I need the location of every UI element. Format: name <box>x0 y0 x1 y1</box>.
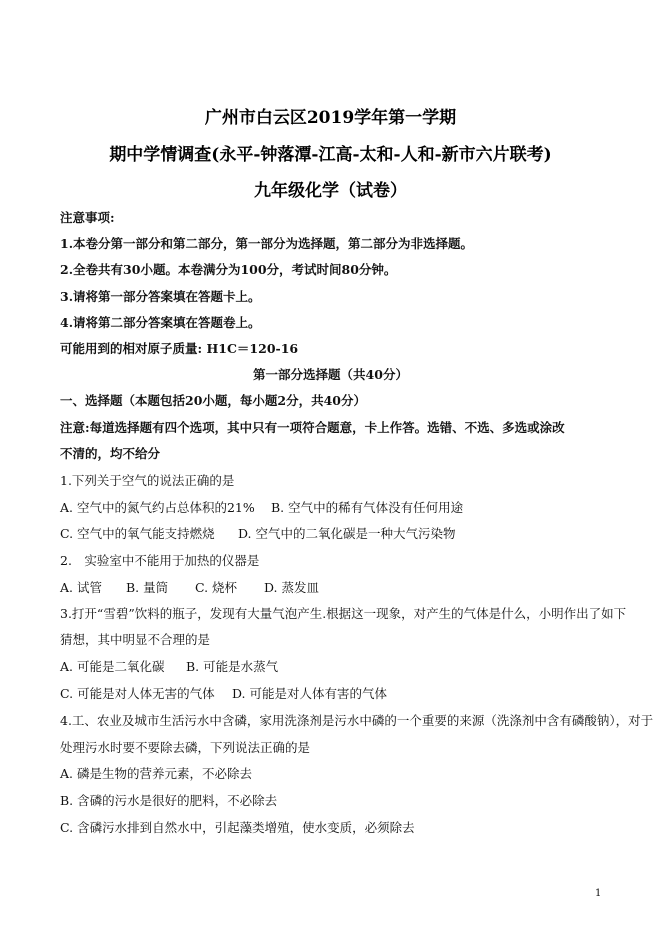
part1-title: 第一部分选择题（共40分） <box>253 367 408 382</box>
q3-option-b: B. 可能是水蒸气 <box>185 659 279 674</box>
notice-item-1: 1.本卷分第一部分和第二部分，第一部分为选择题，第二部分为非选择题。 <box>60 236 474 251</box>
notice-item-4: 4.请将第二部分答案填在答题卷上。 <box>60 315 261 330</box>
q2-option-d: D. 蒸发皿 <box>263 580 319 595</box>
exam-title-line1: 广州市白云区2019学年第一学期 <box>204 108 457 128</box>
q1-options-row1 <box>60 500 463 516</box>
q1-option-d: D. 空气中的二氧化碳是一种大气污染物 <box>237 526 456 541</box>
q4-option-a: A. 磷是生物的营养元素，不必除去 <box>60 766 252 781</box>
atomic-mass-note: 可能用到的相对原子质量: H1C＝120-16 <box>60 341 299 356</box>
q1-stem: 1.下列关于空气的说法正确的是 <box>60 473 235 488</box>
q3-stem-line2: 猜想，其中明显不合理的是 <box>60 632 211 647</box>
section-title: 一、选择题（本题包括20小题，每小题2分，共40分） <box>60 393 366 408</box>
q3-stem-line1: 3.打开“雪碧”饮料的瓶子，发现有大量气泡产生.根据这一现象，对产生的气体是什么，小明作出了如下 <box>60 606 627 621</box>
q3-options-row1 <box>60 659 278 675</box>
q4-stem-line2: 处理污水时要不要除去磷，下列说法正确的是 <box>60 740 311 755</box>
exam-title-line3: 九年级化学（试卷） <box>254 181 407 201</box>
q2-option-c: C. 烧杯 <box>194 580 238 595</box>
q4-option-c: C. 含磷污水排到自然水中，引起藻类增殖，使水变质，必须除去 <box>60 820 415 835</box>
q2-options-row <box>60 580 319 596</box>
q4-stem-line1: 4.工、农业及城市生活污水中含磷，家用洗涤剂是污水中磷的一个重要的来源（洗涤剂中含有磷酸钠），对于 <box>60 713 654 728</box>
q1-option-c: C. 空气中的氧气能支持燃烧 <box>60 526 215 541</box>
answer-note-line2: 不清的，均不给分 <box>60 446 161 461</box>
q2-option-b: B. 量筒 <box>125 580 169 595</box>
q1-option-b: B. 空气中的稀有气体没有任何用途 <box>270 500 464 515</box>
q1-option-a: A. 空气中的氮气约占总体积的21% <box>60 500 255 515</box>
exam-title-line2: 期中学情调查(永平-钟落潭-江高-太和-人和-新市六片联考) <box>109 145 552 165</box>
q1-options-row2 <box>60 526 456 542</box>
notice-item-2: 2.全卷共有30小题。本卷满分为100分，考试时间80分钟。 <box>60 262 397 277</box>
notice-heading: 注意事项: <box>60 210 115 225</box>
q4-option-b: B. 含磷的污水是很好的肥料，不必除去 <box>60 793 278 808</box>
q3-options-row2 <box>60 686 387 702</box>
q3-option-c: C. 可能是对人体无害的气体 <box>60 686 215 701</box>
q3-option-d: D. 可能是对人体有害的气体 <box>231 686 388 701</box>
q2-option-a: A. 试管 <box>60 580 102 595</box>
answer-note-line1: 注意:每道选择题有四个选项，其中只有一项符合题意，卡上作答。选错、不选、多选或涂改 <box>60 420 565 435</box>
page-number: 1 <box>595 888 602 899</box>
notice-item-3: 3.请将第一部分答案填在答题卡上。 <box>60 289 261 304</box>
q2-stem: 2. 实验室中不能用于加热的仪器是 <box>60 553 260 568</box>
q3-option-a: A. 可能是二氧化碳 <box>60 659 165 674</box>
